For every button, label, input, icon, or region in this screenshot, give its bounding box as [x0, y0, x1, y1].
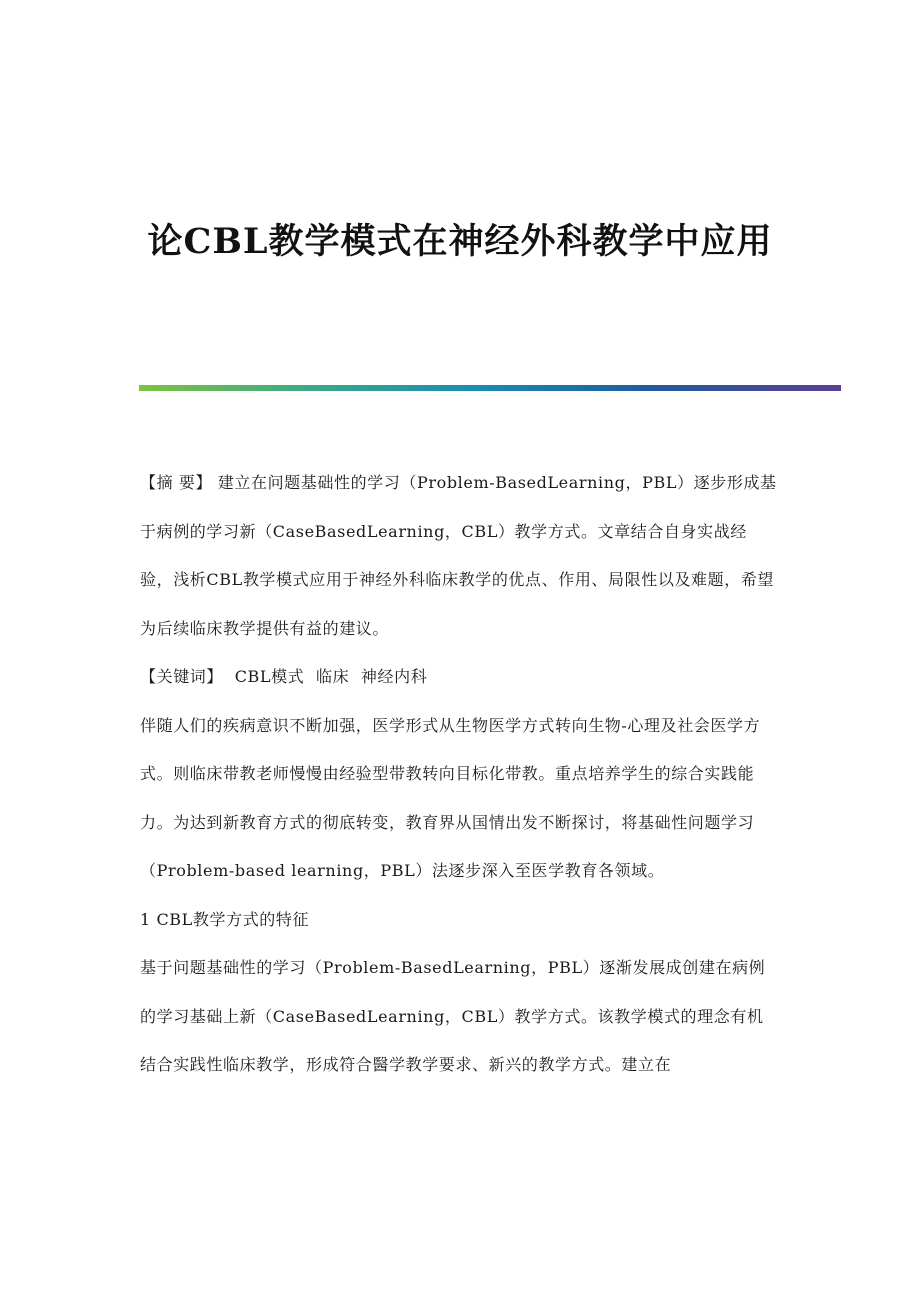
keywords	[140, 653, 780, 702]
abstract-label: 【摘 要】	[140, 473, 213, 492]
abstract-text: 建立在问题基础性的学习（Problem-BasedLearning，PBL）逐步形成基于病例的学习新（CaseBasedLearning，CBL）教学方式。文章结合自身实战经验，浅析CBL教学模式应用于神经外科临床教学的优点、作用、局限性以及难题，希望为后续临床教学提供有益的建议。	[140, 473, 777, 638]
section-heading: 1 CBL教学方式的特征	[140, 909, 310, 929]
keyword-item: CBL模式	[234, 667, 305, 686]
keywords-label: 【关键词】	[140, 667, 224, 686]
body-paragraph: 基于问题基础性的学习（Problem-BasedLearning，PBL）逐渐发展成创建在病例的学习基础上新（CaseBasedLearning，CBL）教学方式。该教学模式的理念有机结合实践性临床教学，形成符合醫学教学要求、新兴的教学方式。建立在	[140, 958, 766, 1074]
keyword-item: 神经内科	[360, 667, 428, 686]
keyword-item: 临床	[316, 667, 350, 686]
document-body	[140, 459, 780, 1090]
abstract	[140, 459, 780, 653]
title-divider	[139, 385, 841, 391]
document-title: 论CBL教学模式在神经外科教学中应用	[147, 221, 773, 262]
body-paragraph: 伴随人们的疾病意识不断加强，医学形式从生物医学方式转向生物-心理及社会医学方式。则临床带教老师慢慢由经验型带教转向目标化带教。重点培养学生的综合实践能力。为达到新教育方式的彻底转变，教育界从国情出发不断探讨，将基础性问题学习（Problem-based learning，PBL）法逐步深入至医学教育各领域。	[140, 715, 761, 880]
